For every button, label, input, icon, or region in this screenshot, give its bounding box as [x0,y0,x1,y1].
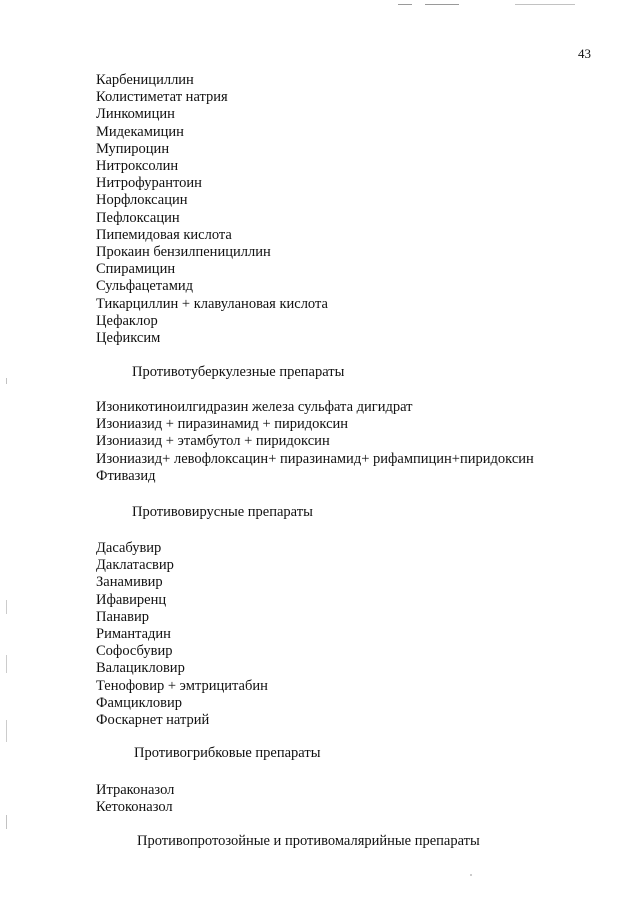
list-item: Итраконазол [96,782,175,798]
list-item: Линкомицин [96,106,175,123]
drug-list-antiviral [96,540,268,729]
list-item: Нитрофурантоин [96,175,202,192]
list-item: Цефаклор [96,312,158,329]
list-item: Изониазид + этамбутол + пиридоксин [96,433,330,450]
list-item: Норфлоксацин [96,192,188,209]
list-item: Фтивазид [96,467,156,484]
list-item: Цефиксим [96,330,161,347]
list-item: Кетоконазол [96,799,173,816]
scan-artifact [425,4,459,5]
list-item: Валацикловир [96,660,185,677]
page-number: 43 [578,46,591,61]
list-item: Спирамицин [96,261,176,278]
drug-list-antituberculosis [96,399,534,485]
list-item: Дасабувир [96,540,162,556]
list-item: Мидекамицин [96,123,184,140]
drug-list-antibiotics [96,72,328,347]
scan-artifact [6,600,7,614]
list-item: Колистиметат натрия [96,89,228,106]
section-heading-antiviral: Противовирусные препараты [132,504,313,520]
list-item: Прокаин бензилпенициллин [96,244,271,261]
list-item: Фамцикловир [96,694,182,711]
section-heading-antifungal: Противогрибковые препараты [134,745,321,761]
scan-artifact [6,815,7,829]
list-item: Софосбувир [96,643,173,660]
list-item: Карбенициллин [96,72,194,88]
list-item: Нитроксолин [96,158,179,175]
list-item: Мупироцин [96,140,170,157]
scan-artifact [6,378,7,384]
scan-artifact [6,720,7,742]
list-item: Даклатасвир [96,557,174,574]
section-heading-antituberculosis: Противотуберкулезные препараты [132,364,345,380]
list-item: Сульфацетамид [96,278,194,295]
list-item: Изониазид + пиразинамид + пиридоксин [96,416,349,433]
list-item: Ифавиренц [96,591,167,608]
list-item: Изониазид+ левофлоксацин+ пиразинамид+ рифампицин+пиридоксин [96,450,534,467]
scan-artifact [470,874,472,876]
scan-artifact [515,4,575,5]
scan-artifact [6,655,7,673]
list-item: Пефлоксацин [96,209,180,226]
drug-list-antifungal [96,782,174,816]
list-item: Пипемидовая кислота [96,226,232,243]
scan-artifact [398,4,412,5]
list-item: Изоникотиноилгидразин железа сульфата дигидрат [96,399,413,415]
list-item: Панавир [96,608,149,625]
list-item: Фоскарнет натрий [96,712,210,729]
list-item: Тенофовир + эмтрицитабин [96,677,268,694]
section-heading-antiprotozoal: Противопротозойные и противомалярийные препараты [137,833,480,849]
list-item: Тикарциллин + клавулановая кислота [96,295,328,312]
list-item: Занамивир [96,574,163,591]
list-item: Римантадин [96,626,171,643]
